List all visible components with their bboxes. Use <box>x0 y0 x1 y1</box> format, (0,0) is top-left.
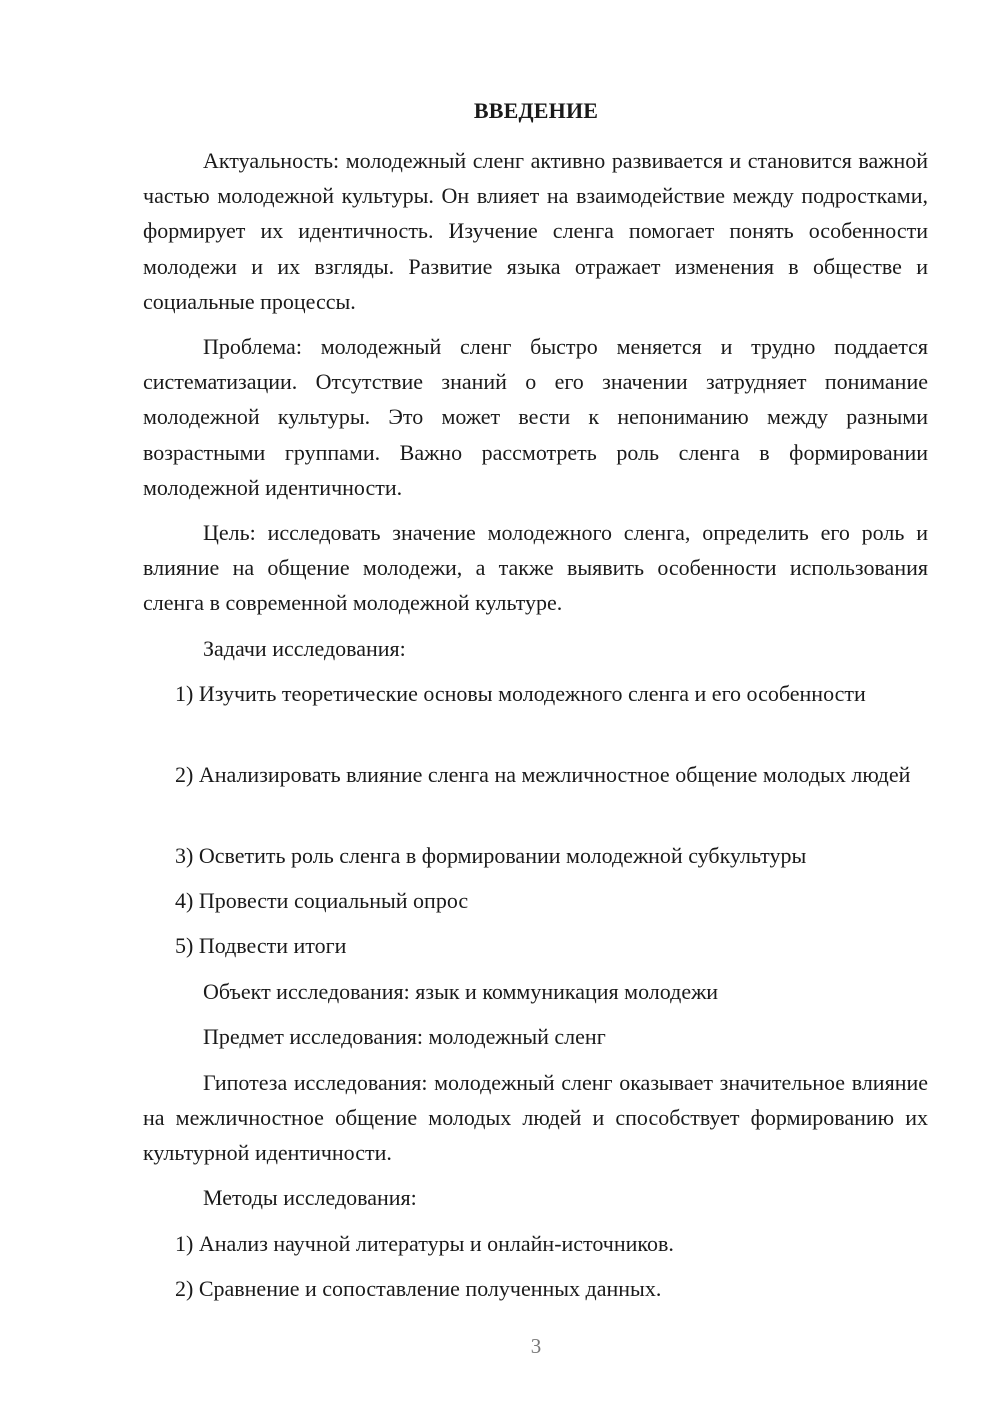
task-item: 4) Провести социальный опрос <box>175 888 469 913</box>
method-item: 1) Анализ научной литературы и онлайн-источников. <box>175 1231 674 1256</box>
hypothesis-paragraph: Гипотеза исследования: молодежный сленг оказывает значительное влияние на межличностное общение молодых людей и способствует формированию их культурной идентичности. <box>143 1070 928 1166</box>
task-item: 2) Анализировать влияние сленга на межличностное общение молодых людей <box>175 762 911 787</box>
subject-line: Предмет исследования: молодежный сленг <box>203 1024 606 1049</box>
task-item: 3) Осветить роль сленга в формировании молодежной субкультуры <box>175 843 807 868</box>
task-item: 1) Изучить теоретические основы молодежного сленга и его особенности <box>175 681 866 706</box>
method-item: 2) Сравнение и сопоставление полученных данных. <box>175 1276 662 1301</box>
methods-heading: Методы исследования: <box>203 1185 417 1210</box>
page-number: 3 <box>530 1334 542 1358</box>
goal-paragraph: Цель: исследовать значение молодежного сленга, определить его роль и влияние на общение молодежи, а также выявить особенности использования сленга в современной молодежной культуре. <box>143 520 928 616</box>
problem-paragraph: Проблема: молодежный сленг быстро меняется и трудно поддается систематизации. Отсутствие знаний о его значении затрудняет понимание молодежной культуры. Это может вести к непониманию между разными возрастными группами. Важно рассмотреть роль сленга в формировании молодежной идентичности. <box>143 334 928 500</box>
object-line: Объект исследования: язык и коммуникация молодежи <box>203 979 719 1004</box>
relevance-paragraph: Актуальность: молодежный сленг активно развивается и становится важной частью молодежной культуры. Он влияет на взаимодействие между подростками, формирует их идентичность. Изучение сленга помогает понять особенности молодежи и их взгляды. Развитие языка отражает изменения в обществе и социальные процессы. <box>143 148 928 314</box>
page-title: ВВЕДЕНИЕ <box>473 98 599 123</box>
tasks-heading: Задачи исследования: <box>203 636 406 661</box>
task-item: 5) Подвести итоги <box>175 933 347 958</box>
